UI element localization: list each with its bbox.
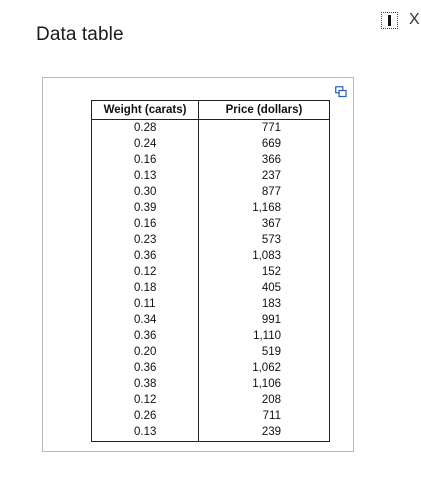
table-row bbox=[92, 216, 330, 232]
table-body bbox=[92, 120, 330, 442]
table-row bbox=[92, 248, 330, 264]
table-row bbox=[92, 344, 330, 360]
weight-cell: 0.39 bbox=[92, 200, 199, 216]
close-button[interactable] bbox=[409, 8, 421, 32]
weight-cell: 0.36 bbox=[92, 360, 199, 376]
price-cell: 771 bbox=[199, 120, 330, 137]
weight-cell: 0.20 bbox=[92, 344, 199, 360]
price-cell: 573 bbox=[199, 232, 330, 248]
weight-cell: 0.30 bbox=[92, 184, 199, 200]
column-header-weight: Weight (carats) bbox=[92, 101, 199, 120]
price-cell: 519 bbox=[199, 344, 330, 360]
table-row bbox=[92, 312, 330, 328]
price-cell: 237 bbox=[199, 168, 330, 184]
minimize-button[interactable] bbox=[381, 12, 398, 29]
table-row bbox=[92, 200, 330, 216]
price-cell: 1,083 bbox=[199, 248, 330, 264]
weight-cell: 0.24 bbox=[92, 136, 199, 152]
table-row bbox=[92, 184, 330, 200]
table-row bbox=[92, 168, 330, 184]
weight-cell: 0.34 bbox=[92, 312, 199, 328]
price-cell: 367 bbox=[199, 216, 330, 232]
table-row bbox=[92, 360, 330, 376]
weight-cell: 0.13 bbox=[92, 168, 199, 184]
weight-cell: 0.26 bbox=[92, 408, 199, 424]
weight-cell: 0.16 bbox=[92, 152, 199, 168]
copy-button[interactable] bbox=[335, 85, 347, 97]
weight-cell: 0.36 bbox=[92, 328, 199, 344]
table-row bbox=[92, 152, 330, 168]
table-row bbox=[92, 280, 330, 296]
price-cell: 405 bbox=[199, 280, 330, 296]
price-cell: 1,110 bbox=[199, 328, 330, 344]
copy-icon bbox=[335, 86, 347, 98]
table-row bbox=[92, 232, 330, 248]
price-cell: 239 bbox=[199, 424, 330, 442]
price-cell: 208 bbox=[199, 392, 330, 408]
table-row bbox=[92, 376, 330, 392]
minimize-icon bbox=[388, 15, 391, 26]
weight-cell: 0.36 bbox=[92, 248, 199, 264]
dialog-title: Data table bbox=[36, 24, 124, 45]
price-cell: 1,168 bbox=[199, 200, 330, 216]
weight-cell: 0.28 bbox=[92, 120, 199, 137]
price-cell: 1,106 bbox=[199, 376, 330, 392]
table-row bbox=[92, 424, 330, 442]
table-header-row bbox=[92, 101, 330, 120]
price-cell: 152 bbox=[199, 264, 330, 280]
weight-cell: 0.16 bbox=[92, 216, 199, 232]
table-row bbox=[92, 328, 330, 344]
table-row bbox=[92, 136, 330, 152]
weight-cell: 0.13 bbox=[92, 424, 199, 442]
price-cell: 991 bbox=[199, 312, 330, 328]
price-cell: 711 bbox=[199, 408, 330, 424]
table-row bbox=[92, 264, 330, 280]
price-cell: 366 bbox=[199, 152, 330, 168]
table-row bbox=[92, 296, 330, 312]
table-row bbox=[92, 408, 330, 424]
price-cell: 877 bbox=[199, 184, 330, 200]
data-panel bbox=[42, 77, 354, 452]
price-cell: 1,062 bbox=[199, 360, 330, 376]
weight-cell: 0.38 bbox=[92, 376, 199, 392]
price-cell: 669 bbox=[199, 136, 330, 152]
table-row bbox=[92, 120, 330, 137]
data-table bbox=[91, 100, 330, 442]
close-icon: X bbox=[409, 11, 420, 28]
weight-cell: 0.18 bbox=[92, 280, 199, 296]
price-cell: 183 bbox=[199, 296, 330, 312]
weight-cell: 0.23 bbox=[92, 232, 199, 248]
weight-cell: 0.11 bbox=[92, 296, 199, 312]
column-header-price: Price (dollars) bbox=[199, 101, 330, 120]
weight-cell: 0.12 bbox=[92, 392, 199, 408]
table-row bbox=[92, 392, 330, 408]
weight-cell: 0.12 bbox=[92, 264, 199, 280]
